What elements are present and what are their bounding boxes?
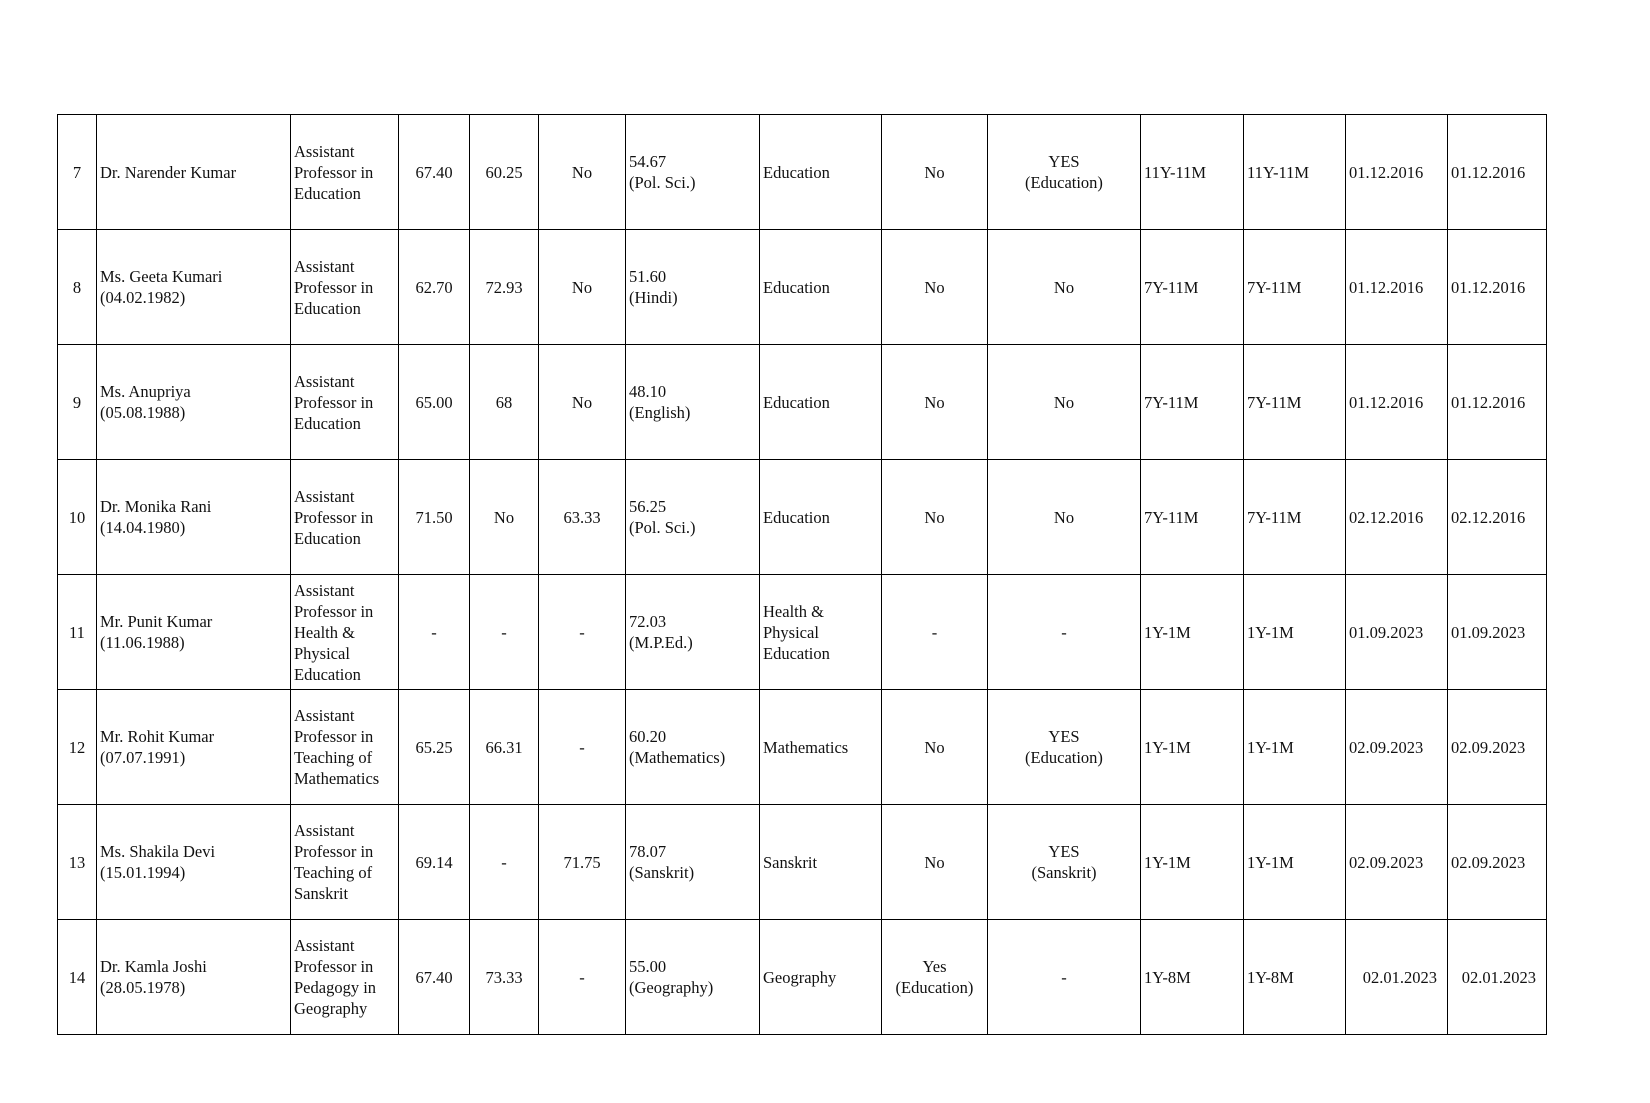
subject-line: Education bbox=[763, 507, 830, 527]
name-line: (14.04.1980) bbox=[100, 518, 186, 537]
qualification-1-cell bbox=[882, 345, 988, 460]
post-cell bbox=[291, 805, 399, 920]
post-line: Assistant bbox=[294, 706, 355, 725]
date-1-cell: 01.09.2023 bbox=[1346, 575, 1448, 690]
qualification-1-line: No bbox=[924, 852, 945, 872]
marks-2-cell: - bbox=[470, 805, 539, 920]
name-line: (28.05.1978) bbox=[100, 978, 186, 997]
marks-1-cell: 65.25 bbox=[399, 690, 470, 805]
post-line: Professor in bbox=[294, 957, 374, 976]
marks-2-cell: 72.93 bbox=[470, 230, 539, 345]
post-line: Education bbox=[294, 413, 361, 433]
marks-3-cell: - bbox=[539, 575, 626, 690]
post-cell bbox=[291, 690, 399, 805]
post-line: Professor in bbox=[294, 277, 374, 297]
post-line: Health & bbox=[294, 622, 355, 642]
pg-marks-line: (Hindi) bbox=[629, 288, 678, 307]
subject-cell bbox=[760, 575, 882, 690]
qualification-2-cell bbox=[988, 920, 1141, 1035]
name-line: (11.06.1988) bbox=[100, 633, 185, 652]
post-line: Assistant bbox=[294, 141, 355, 161]
serial-number-cell: 9 bbox=[58, 345, 97, 460]
table-row bbox=[58, 345, 1547, 460]
table-row bbox=[58, 460, 1547, 575]
serial-number-cell: 10 bbox=[58, 460, 97, 575]
name-line: Dr. Narender Kumar bbox=[100, 162, 237, 182]
name-line: (04.02.1982) bbox=[100, 288, 186, 307]
marks-2-cell: 68 bbox=[470, 345, 539, 460]
marks-1-cell: 69.14 bbox=[399, 805, 470, 920]
faculty-table bbox=[57, 114, 1547, 1035]
experience-1-cell: 1Y-1M bbox=[1141, 575, 1244, 690]
date-2-cell: 01.12.2016 bbox=[1448, 230, 1547, 345]
subject-line: Education bbox=[763, 643, 830, 663]
date-2-cell: 02.12.2016 bbox=[1448, 460, 1547, 575]
marks-2-cell: 66.31 bbox=[470, 690, 539, 805]
name-line: (15.01.1994) bbox=[100, 863, 186, 882]
marks-1-cell: 62.70 bbox=[399, 230, 470, 345]
name-line: Mr. Punit Kumar bbox=[100, 612, 213, 631]
post-line: Pedagogy in bbox=[294, 978, 377, 997]
post-line: Education bbox=[294, 183, 361, 203]
date-1-cell: 01.12.2016 bbox=[1346, 115, 1448, 230]
qualification-2-line: (Education) bbox=[1025, 173, 1103, 192]
pg-marks-cell bbox=[626, 345, 760, 460]
qualification-1-cell bbox=[882, 230, 988, 345]
pg-marks-cell bbox=[626, 805, 760, 920]
qualification-2-cell bbox=[988, 575, 1141, 690]
marks-3-cell: No bbox=[539, 115, 626, 230]
subject-line: Health & bbox=[763, 601, 824, 621]
marks-3-cell: - bbox=[539, 690, 626, 805]
serial-number-cell: 7 bbox=[58, 115, 97, 230]
pg-marks-line: (English) bbox=[629, 403, 691, 422]
date-2-cell: 02.01.2023 bbox=[1448, 920, 1547, 1035]
date-2-cell: 01.12.2016 bbox=[1448, 115, 1547, 230]
date-1-cell: 01.12.2016 bbox=[1346, 345, 1448, 460]
post-line: Assistant bbox=[294, 486, 355, 506]
table-row bbox=[58, 230, 1547, 345]
qualification-2-line: YES bbox=[1048, 727, 1080, 746]
table-row bbox=[58, 575, 1547, 690]
name-cell bbox=[97, 805, 291, 920]
pg-marks-cell bbox=[626, 690, 760, 805]
experience-1-cell: 7Y-11M bbox=[1141, 345, 1244, 460]
marks-2-cell: 73.33 bbox=[470, 920, 539, 1035]
post-line: Professor in bbox=[294, 727, 374, 746]
marks-2-cell: 60.25 bbox=[470, 115, 539, 230]
pg-marks-line: 56.25 bbox=[629, 497, 667, 516]
experience-2-cell: 1Y-1M bbox=[1244, 690, 1346, 805]
post-line: Professor in bbox=[294, 392, 374, 412]
name-cell bbox=[97, 345, 291, 460]
table-row bbox=[58, 690, 1547, 805]
qualification-1-cell bbox=[882, 805, 988, 920]
experience-2-cell: 1Y-1M bbox=[1244, 805, 1346, 920]
serial-number-cell: 14 bbox=[58, 920, 97, 1035]
name-cell bbox=[97, 460, 291, 575]
name-line: Ms. Anupriya bbox=[100, 382, 191, 401]
marks-2-cell: - bbox=[470, 575, 539, 690]
date-2-cell: 01.12.2016 bbox=[1448, 345, 1547, 460]
subject-cell bbox=[760, 230, 882, 345]
experience-2-cell: 7Y-11M bbox=[1244, 460, 1346, 575]
qualification-1-line: - bbox=[931, 622, 938, 642]
serial-number-cell: 12 bbox=[58, 690, 97, 805]
qualification-2-cell bbox=[988, 690, 1141, 805]
pg-marks-cell bbox=[626, 115, 760, 230]
subject-line: Geography bbox=[763, 967, 837, 987]
post-line: Sanskrit bbox=[294, 884, 349, 903]
post-line: Mathematics bbox=[294, 769, 380, 788]
qualification-1-cell bbox=[882, 575, 988, 690]
pg-marks-cell bbox=[626, 230, 760, 345]
pg-marks-line: 60.20 bbox=[629, 727, 667, 746]
post-cell bbox=[291, 920, 399, 1035]
pg-marks-line: 48.10 bbox=[629, 382, 667, 401]
qualification-2-cell bbox=[988, 345, 1141, 460]
qualification-2-cell bbox=[988, 115, 1141, 230]
marks-3-cell: No bbox=[539, 345, 626, 460]
qualification-1-line: No bbox=[924, 737, 945, 757]
experience-1-cell: 1Y-1M bbox=[1141, 805, 1244, 920]
subject-cell bbox=[760, 920, 882, 1035]
qualification-1-line: (Education) bbox=[895, 978, 974, 997]
post-line: Education bbox=[294, 664, 361, 684]
date-2-cell: 02.09.2023 bbox=[1448, 805, 1547, 920]
qualification-2-line: YES bbox=[1048, 842, 1080, 861]
experience-1-cell: 11Y-11M bbox=[1141, 115, 1244, 230]
post-cell bbox=[291, 230, 399, 345]
qualification-1-line: No bbox=[924, 507, 945, 527]
qualification-2-line: (Education) bbox=[1025, 748, 1103, 767]
subject-line: Education bbox=[763, 277, 830, 297]
table-row bbox=[58, 115, 1547, 230]
experience-1-cell: 1Y-1M bbox=[1141, 690, 1244, 805]
name-line: Dr. Kamla Joshi bbox=[100, 957, 207, 976]
post-line: Assistant bbox=[294, 256, 355, 276]
qualification-2-line: (Sanskrit) bbox=[1031, 863, 1097, 882]
qualification-1-cell bbox=[882, 115, 988, 230]
experience-2-cell: 1Y-8M bbox=[1244, 920, 1346, 1035]
serial-number-cell: 8 bbox=[58, 230, 97, 345]
qualification-2-line: YES bbox=[1048, 152, 1080, 171]
date-1-cell: 02.09.2023 bbox=[1346, 805, 1448, 920]
post-cell bbox=[291, 575, 399, 690]
date-1-cell: 02.01.2023 bbox=[1346, 920, 1448, 1035]
subject-line: Education bbox=[763, 162, 830, 182]
post-line: Assistant bbox=[294, 371, 355, 391]
name-cell bbox=[97, 575, 291, 690]
qualification-1-line: No bbox=[924, 392, 945, 412]
marks-3-cell: - bbox=[539, 920, 626, 1035]
name-cell bbox=[97, 690, 291, 805]
qualification-2-cell bbox=[988, 805, 1141, 920]
post-cell bbox=[291, 460, 399, 575]
post-line: Geography bbox=[294, 999, 368, 1018]
name-line: (05.08.1988) bbox=[100, 403, 186, 422]
subject-cell bbox=[760, 460, 882, 575]
post-line: Assistant bbox=[294, 580, 355, 600]
pg-marks-line: (Geography) bbox=[629, 978, 714, 997]
subject-line: Mathematics bbox=[763, 737, 849, 757]
marks-1-cell: 65.00 bbox=[399, 345, 470, 460]
post-line: Education bbox=[294, 298, 361, 318]
experience-2-cell: 1Y-1M bbox=[1244, 575, 1346, 690]
qualification-2-line: No bbox=[1053, 507, 1075, 527]
post-line: Professor in bbox=[294, 162, 374, 182]
marks-1-cell: 71.50 bbox=[399, 460, 470, 575]
experience-1-cell: 7Y-11M bbox=[1141, 230, 1244, 345]
experience-2-cell: 7Y-11M bbox=[1244, 230, 1346, 345]
pg-marks-line: 55.00 bbox=[629, 957, 667, 976]
table-row bbox=[58, 805, 1547, 920]
experience-2-cell: 11Y-11M bbox=[1244, 115, 1346, 230]
post-cell bbox=[291, 345, 399, 460]
post-line: Teaching of bbox=[294, 748, 373, 767]
qualification-1-line: No bbox=[924, 277, 945, 297]
post-line: Professor in bbox=[294, 601, 374, 621]
post-line: Professor in bbox=[294, 507, 374, 527]
name-cell bbox=[97, 115, 291, 230]
qualification-1-line: No bbox=[924, 162, 945, 182]
date-2-cell: 01.09.2023 bbox=[1448, 575, 1547, 690]
qualification-2-line: - bbox=[1061, 967, 1067, 987]
experience-1-cell: 7Y-11M bbox=[1141, 460, 1244, 575]
qualification-2-line: - bbox=[1061, 622, 1067, 642]
qualification-2-cell bbox=[988, 230, 1141, 345]
post-line: Assistant bbox=[294, 821, 355, 840]
qualification-1-cell bbox=[882, 460, 988, 575]
qualification-1-cell bbox=[882, 920, 988, 1035]
name-line: Ms. Geeta Kumari bbox=[100, 267, 223, 286]
marks-3-cell: 71.75 bbox=[539, 805, 626, 920]
pg-marks-line: 78.07 bbox=[629, 842, 667, 861]
name-line: Dr. Monika Rani bbox=[100, 497, 212, 516]
post-line: Professor in bbox=[294, 842, 374, 861]
date-1-cell: 02.12.2016 bbox=[1346, 460, 1448, 575]
subject-cell bbox=[760, 115, 882, 230]
experience-2-cell: 7Y-11M bbox=[1244, 345, 1346, 460]
post-line: Assistant bbox=[294, 936, 355, 955]
pg-marks-line: 54.67 bbox=[629, 152, 667, 171]
post-line: Teaching of bbox=[294, 863, 373, 882]
marks-1-cell: 67.40 bbox=[399, 920, 470, 1035]
experience-1-cell: 1Y-8M bbox=[1141, 920, 1244, 1035]
name-line: Ms. Shakila Devi bbox=[100, 842, 216, 861]
pg-marks-cell bbox=[626, 460, 760, 575]
qualification-2-line: No bbox=[1053, 277, 1075, 297]
date-1-cell: 02.09.2023 bbox=[1346, 690, 1448, 805]
pg-marks-line: (Pol. Sci.) bbox=[629, 518, 696, 537]
subject-cell bbox=[760, 345, 882, 460]
qualification-2-cell bbox=[988, 460, 1141, 575]
qualification-2-line: No bbox=[1053, 392, 1075, 412]
post-line: Physical bbox=[294, 643, 350, 663]
serial-number-cell: 13 bbox=[58, 805, 97, 920]
pg-marks-line: (Pol. Sci.) bbox=[629, 173, 696, 192]
pg-marks-line: (M.P.Ed.) bbox=[629, 633, 693, 652]
subject-cell bbox=[760, 805, 882, 920]
subject-cell bbox=[760, 690, 882, 805]
marks-1-cell: 67.40 bbox=[399, 115, 470, 230]
qualification-1-cell bbox=[882, 690, 988, 805]
marks-1-cell: - bbox=[399, 575, 470, 690]
name-line: (07.07.1991) bbox=[100, 748, 186, 767]
pg-marks-line: (Sanskrit) bbox=[629, 863, 695, 882]
post-line: Education bbox=[294, 528, 361, 548]
post-cell bbox=[291, 115, 399, 230]
qualification-1-line: Yes bbox=[922, 957, 947, 976]
name-cell bbox=[97, 230, 291, 345]
table-row bbox=[58, 920, 1547, 1035]
pg-marks-line: (Mathematics) bbox=[629, 748, 726, 767]
marks-2-cell: No bbox=[470, 460, 539, 575]
date-1-cell: 01.12.2016 bbox=[1346, 230, 1448, 345]
subject-line: Sanskrit bbox=[763, 852, 818, 872]
table-body bbox=[58, 115, 1547, 1035]
subject-line: Education bbox=[763, 392, 830, 412]
serial-number-cell: 11 bbox=[58, 575, 97, 690]
marks-3-cell: 63.33 bbox=[539, 460, 626, 575]
name-cell bbox=[97, 920, 291, 1035]
pg-marks-cell bbox=[626, 920, 760, 1035]
subject-line: Physical bbox=[763, 622, 819, 642]
pg-marks-cell bbox=[626, 575, 760, 690]
pg-marks-line: 72.03 bbox=[629, 612, 667, 631]
name-line: Mr. Rohit Kumar bbox=[100, 727, 215, 746]
marks-3-cell: No bbox=[539, 230, 626, 345]
date-2-cell: 02.09.2023 bbox=[1448, 690, 1547, 805]
pg-marks-line: 51.60 bbox=[629, 267, 667, 286]
